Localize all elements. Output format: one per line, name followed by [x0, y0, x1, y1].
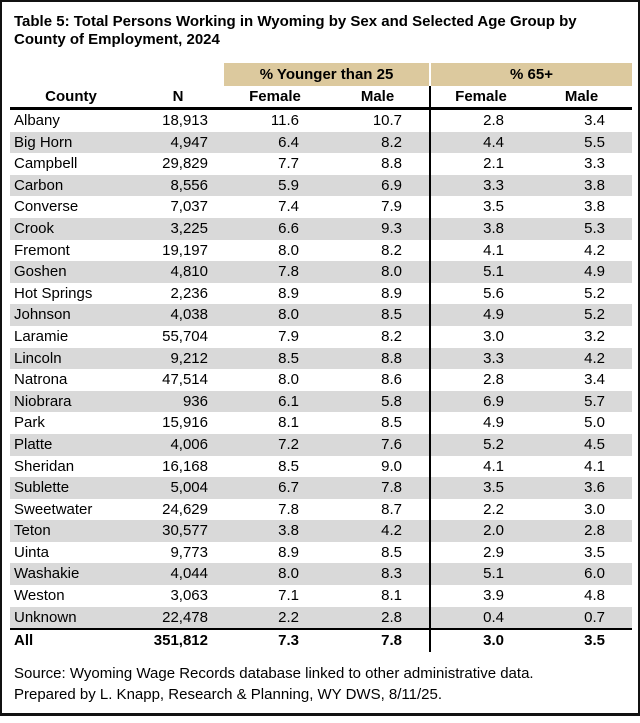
cell-female-65plus: 3.5: [430, 196, 531, 218]
cell-female-under25: 7.7: [278, 155, 299, 173]
cell-county: Washakie: [14, 565, 80, 583]
cell-female-under25: 6.1: [278, 392, 299, 410]
cell-male-under25: 8.5: [381, 306, 403, 324]
cell-male-65plus: 5.3: [584, 219, 606, 237]
cell-male-under25: 8.6: [381, 371, 403, 389]
table-row: [10, 585, 632, 607]
cell-n: 4,006: [170, 435, 208, 453]
cell-male-65plus: 4.5: [584, 435, 606, 453]
table-row: [10, 477, 632, 499]
cell-n: 16,168: [162, 457, 208, 475]
cell-n: 2,236: [170, 284, 208, 302]
cell-female-under25: 8.5: [278, 457, 299, 475]
cell-county: Campbell: [14, 155, 78, 173]
cell-male-65plus: 6.0: [584, 565, 606, 583]
cell-county: Goshen: [14, 263, 67, 281]
column-header-male-65plus: Male: [531, 86, 632, 109]
cell-county: Laramie: [14, 327, 69, 345]
cell-female-65plus: 5.1: [430, 563, 531, 585]
cell-male-under25: 9.3: [381, 219, 403, 237]
cell-male-65plus: 4.2: [584, 241, 606, 259]
cell-male-65plus: 4.2: [584, 349, 606, 367]
cell-male-under25: 8.2: [381, 327, 403, 345]
cell-male-65plus: 5.5: [584, 133, 606, 151]
cell-male-under25: 8.1: [381, 587, 403, 605]
table-row: [10, 456, 632, 478]
cell-county: Sublette: [14, 479, 70, 497]
column-header-row: [10, 86, 632, 109]
cell-male-under25: 7.8: [381, 632, 403, 650]
cell-female-under25: 7.8: [278, 500, 299, 518]
cell-female-65plus: 0.4: [430, 607, 531, 630]
cell-male-under25: 8.5: [381, 543, 403, 561]
cell-male-65plus: 3.8: [584, 198, 606, 216]
cell-female-65plus: 5.1: [430, 261, 531, 283]
cell-male-65plus: 3.0: [584, 500, 606, 518]
cell-county: Carbon: [14, 176, 64, 194]
table-body: [10, 109, 632, 652]
column-header-male-under25: Male: [326, 86, 430, 109]
cell-n: 4,044: [170, 565, 208, 583]
cell-female-65plus: 4.9: [430, 412, 531, 434]
cell-female-under25: 11.6: [270, 112, 299, 129]
cell-n: 4,810: [170, 263, 208, 281]
cell-female-65plus: 2.8: [430, 109, 531, 132]
table-row: [10, 109, 632, 132]
cell-female-65plus: 2.2: [430, 499, 531, 521]
cell-female-65plus: 3.5: [430, 477, 531, 499]
table-title-line2: County of Employment, 2024: [14, 31, 220, 48]
cell-n: 22,478: [132, 607, 224, 630]
cell-male-65plus: 5.0: [584, 414, 606, 432]
cell-county: Converse: [14, 198, 79, 216]
cell-n: 9,773: [170, 543, 208, 561]
cell-n: 55,704: [162, 327, 208, 345]
table-row: [10, 175, 632, 197]
cell-county: Unknown: [10, 607, 132, 630]
table-row: [10, 261, 632, 283]
cell-n: 8,556: [170, 176, 208, 194]
cell-female-under25: 3.8: [278, 522, 299, 540]
table-title: [14, 13, 630, 49]
cell-male-under25: 8.0: [381, 263, 403, 281]
table-row: [10, 607, 632, 630]
cell-female-under25: 7.9: [278, 327, 299, 345]
table-row: [10, 304, 632, 326]
cell-n: 18,913: [162, 112, 208, 129]
column-header-county: County: [10, 86, 132, 109]
cell-female-65plus: 5.6: [430, 283, 531, 305]
cell-county: Big Horn: [14, 133, 73, 151]
cell-female-65plus: 5.2: [430, 434, 531, 456]
cell-male-under25: 8.5: [381, 414, 403, 432]
cell-county: Crook: [14, 219, 55, 237]
column-header-female-65plus: Female: [430, 86, 531, 109]
cell-county: Natrona: [14, 371, 68, 389]
cell-county: Sheridan: [14, 457, 75, 475]
cell-county: Lincoln: [14, 349, 62, 367]
cell-male-under25: 8.2: [381, 241, 403, 259]
cell-female-under25: 8.0: [278, 565, 299, 583]
cell-female-65plus: 3.9: [430, 585, 531, 607]
cell-n: 29,829: [162, 155, 208, 173]
cell-n: 3,063: [170, 587, 208, 605]
table-row: [10, 520, 632, 542]
cell-male-under25: 7.6: [381, 435, 403, 453]
cell-male-65plus: 3.8: [584, 176, 606, 194]
cell-county: Platte: [14, 435, 53, 453]
cell-n: 351,812: [153, 632, 208, 650]
cell-county: Fremont: [14, 241, 70, 259]
cell-male-under25: 7.9: [381, 198, 403, 216]
table-row: [10, 348, 632, 370]
cell-male-65plus: 3.4: [584, 371, 606, 389]
cell-county: Sweetwater: [14, 500, 93, 518]
table-row: [10, 153, 632, 175]
cell-male-under25: 8.8: [381, 155, 403, 173]
cell-male-under25: 10.7: [372, 112, 403, 129]
cell-male-65plus: 4.8: [584, 587, 606, 605]
table-title-line1: Table 5: Total Persons Working in Wyoming by Sex and Selected Age Group by: [14, 13, 577, 30]
cell-male-under25: 8.7: [381, 500, 403, 518]
cell-male-65plus: 2.8: [584, 522, 606, 540]
cell-male-65plus: 5.2: [584, 306, 606, 324]
cell-county: Teton: [14, 522, 51, 540]
table-row: [10, 240, 632, 262]
cell-n: 19,197: [162, 241, 208, 259]
cell-female-under25: 2.2: [224, 607, 326, 630]
cell-female-65plus: 3.0: [430, 326, 531, 348]
cell-n: 15,916: [162, 414, 208, 432]
cell-male-65plus: 5.2: [584, 284, 606, 302]
cell-county: Albany: [14, 112, 60, 129]
cell-female-under25: 7.3: [278, 632, 299, 650]
cell-female-65plus: 2.9: [430, 542, 531, 564]
cell-female-under25: 5.9: [278, 176, 299, 194]
cell-female-under25: 7.8: [278, 263, 299, 281]
cell-n: 47,514: [162, 371, 208, 389]
cell-n: 24,629: [162, 500, 208, 518]
table-row: [10, 499, 632, 521]
table-row: [10, 369, 632, 391]
table-row: [10, 196, 632, 218]
cell-n: 5,004: [170, 479, 208, 497]
cell-female-65plus: 4.4: [430, 132, 531, 154]
cell-female-65plus: 6.9: [430, 391, 531, 413]
cell-female-under25: 7.4: [278, 198, 299, 216]
table-row: [10, 434, 632, 456]
cell-male-under25: 7.8: [381, 479, 403, 497]
cell-county: All: [14, 632, 34, 650]
cell-male-under25: 6.9: [381, 176, 403, 194]
source-note-line1: Source: Wyoming Wage Records database linked to other administrative data.: [14, 665, 534, 682]
cell-n: 4,038: [170, 306, 208, 324]
cell-female-65plus: 2.8: [430, 369, 531, 391]
cell-male-65plus: 5.7: [584, 392, 606, 410]
data-table: [10, 63, 632, 652]
cell-female-65plus: 4.1: [430, 456, 531, 478]
cell-female-65plus: 3.3: [430, 175, 531, 197]
cell-n: 30,577: [162, 522, 208, 540]
cell-female-under25: 8.0: [278, 306, 299, 324]
cell-female-under25: 6.7: [278, 479, 299, 497]
group-header-younger-than-25: % Younger than 25: [224, 63, 430, 86]
cell-female-65plus: 4.9: [430, 304, 531, 326]
cell-female-under25: 8.9: [278, 543, 299, 561]
cell-female-under25: 6.6: [278, 219, 299, 237]
table-row: [10, 132, 632, 154]
cell-male-under25: 5.8: [381, 392, 403, 410]
table-total-row: [10, 629, 632, 652]
cell-female-under25: 8.1: [278, 414, 299, 432]
cell-female-under25: 8.9: [278, 284, 299, 302]
source-note: [14, 663, 630, 705]
table-row: [10, 563, 632, 585]
cell-male-under25: 2.8: [326, 607, 430, 630]
cell-male-65plus: 3.5: [584, 632, 606, 650]
cell-male-under25: 8.3: [381, 565, 403, 583]
source-note-line2: Prepared by L. Knapp, Research & Planning, WY DWS, 8/11/25.: [14, 686, 443, 703]
cell-male-65plus: 0.7: [531, 607, 632, 630]
cell-county: Uinta: [14, 543, 50, 561]
cell-male-under25: 8.9: [381, 284, 403, 302]
cell-female-under25: 8.5: [278, 349, 299, 367]
cell-n: 9,212: [170, 349, 208, 367]
group-header-65-plus: % 65+: [430, 63, 632, 86]
column-header-n: N: [132, 86, 224, 109]
cell-n: 4,947: [170, 133, 208, 151]
column-header-female-under25: Female: [224, 86, 326, 109]
cell-county: Johnson: [14, 306, 71, 324]
cell-male-65plus: 3.2: [584, 327, 606, 345]
cell-female-65plus: 3.0: [430, 629, 531, 652]
cell-n: 936: [182, 392, 208, 410]
cell-female-under25: 8.0: [278, 371, 299, 389]
cell-male-65plus: 4.1: [584, 457, 606, 475]
cell-male-65plus: 3.3: [584, 155, 606, 173]
cell-male-65plus: 4.9: [584, 263, 606, 281]
cell-male-65plus: 3.5: [584, 543, 606, 561]
group-header-spacer: [10, 63, 224, 86]
group-header-row: [10, 63, 632, 86]
cell-n: 7,037: [170, 198, 208, 216]
table-row: [10, 283, 632, 305]
cell-female-under25: 6.4: [278, 133, 299, 151]
cell-female-65plus: 2.0: [430, 520, 531, 542]
cell-female-65plus: 3.3: [430, 348, 531, 370]
cell-county: Niobrara: [14, 392, 72, 410]
cell-male-under25: 9.0: [381, 457, 403, 475]
cell-female-65plus: 4.1: [430, 240, 531, 262]
cell-county: Weston: [14, 587, 65, 605]
cell-female-65plus: 3.8: [430, 218, 531, 240]
cell-female-under25: 8.0: [278, 241, 299, 259]
cell-male-under25: 4.2: [381, 522, 403, 540]
cell-county: Hot Springs: [14, 284, 93, 302]
table-row: [10, 326, 632, 348]
cell-male-under25: 8.8: [381, 349, 403, 367]
cell-female-65plus: 2.1: [430, 153, 531, 175]
table-row: [10, 542, 632, 564]
cell-male-65plus: 3.6: [584, 479, 606, 497]
cell-female-under25: 7.1: [278, 587, 299, 605]
cell-male-65plus: 3.4: [584, 112, 606, 129]
cell-county: Park: [14, 414, 45, 432]
cell-female-under25: 7.2: [278, 435, 299, 453]
cell-male-under25: 8.2: [381, 133, 403, 151]
cell-n: 3,225: [170, 219, 208, 237]
table-row: [10, 218, 632, 240]
table-row: [10, 412, 632, 434]
table-row: [10, 391, 632, 413]
